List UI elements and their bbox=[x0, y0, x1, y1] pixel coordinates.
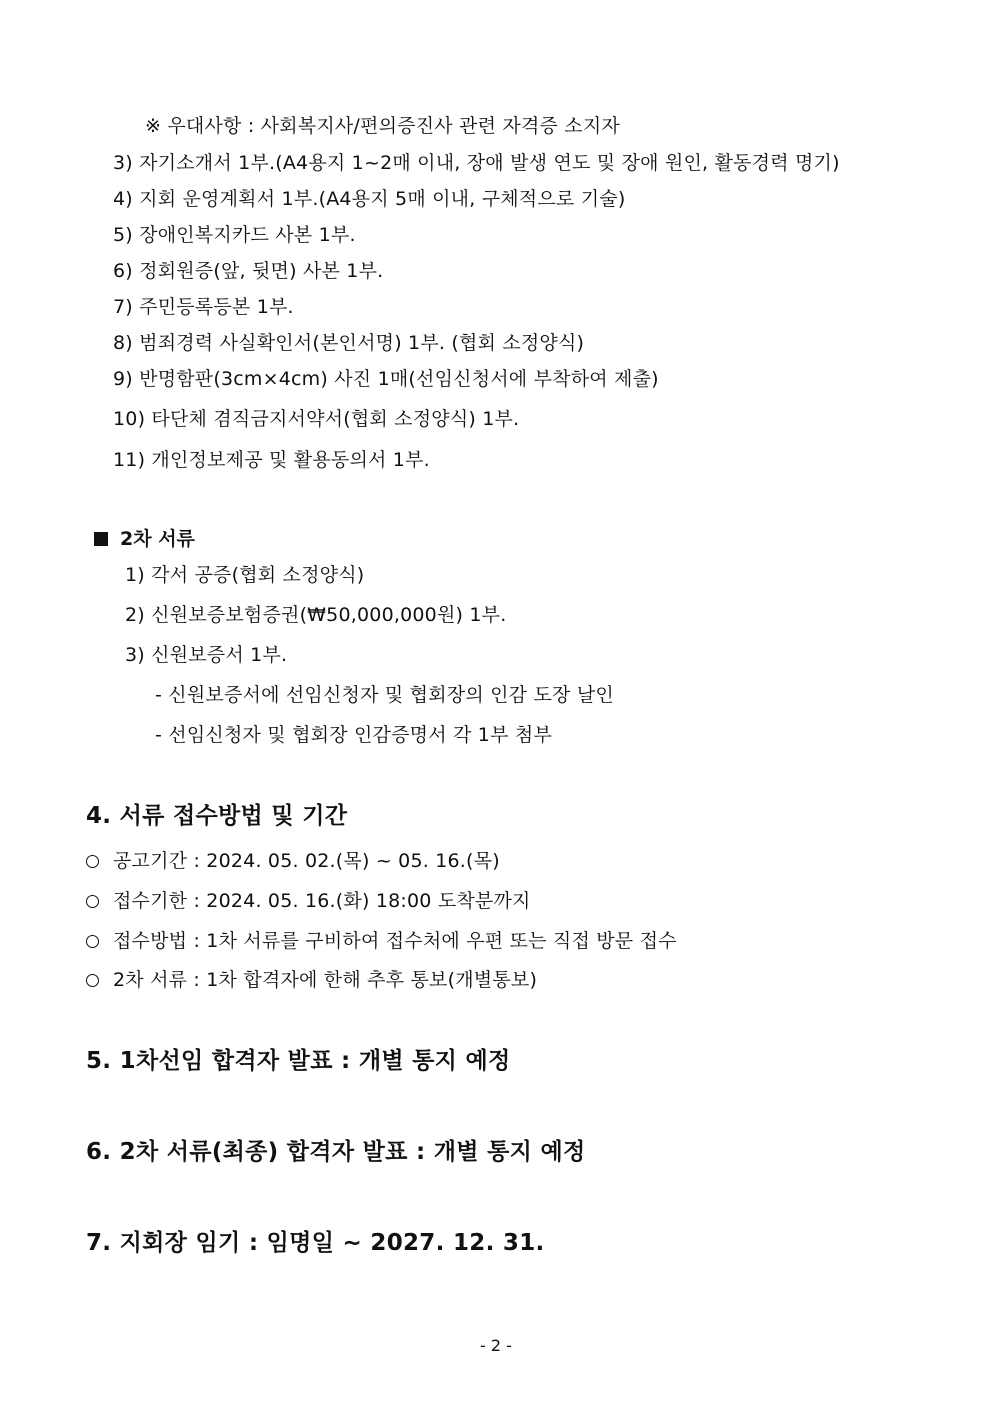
list-item bbox=[86, 889, 531, 913]
circle-bullet-icon bbox=[86, 974, 99, 987]
list-item-text: 2차 서류 : 1차 합격자에 한해 추후 통보(개별통보) bbox=[113, 969, 538, 991]
list-sub-item: - 선임신청자 및 협회장 인감증명서 각 1부 첨부 bbox=[155, 724, 552, 746]
list-item: 8) 범죄경력 사실확인서(본인서명) 1부. (협회 소정양식) bbox=[113, 332, 585, 354]
list-item: 1) 각서 공증(협회 소정양식) bbox=[125, 564, 365, 586]
page-number: - 2 - bbox=[480, 1336, 512, 1355]
list-item: 7) 주민등록등본 1부. bbox=[113, 296, 294, 318]
second-documents-heading bbox=[94, 527, 195, 551]
list-item: 11) 개인정보제공 및 활용동의서 1부. bbox=[113, 449, 430, 471]
square-bullet-icon bbox=[94, 532, 108, 546]
list-item-text: 접수기한 : 2024. 05. 16.(화) 18:00 도착분까지 bbox=[113, 890, 531, 912]
list-sub-item: - 신원보증서에 선임신청자 및 협회장의 인감 도장 날인 bbox=[155, 684, 614, 706]
list-item bbox=[86, 849, 500, 873]
list-item: 3) 신원보증서 1부. bbox=[125, 644, 288, 666]
list-item: 5) 장애인복지카드 사본 1부. bbox=[113, 224, 356, 246]
list-item bbox=[86, 968, 537, 992]
list-item-text: 접수방법 : 1차 서류를 구비하여 접수처에 우편 또는 직접 방문 접수 bbox=[113, 930, 677, 952]
section5-title: 5. 1차선임 합격자 발표 : 개별 통지 예정 bbox=[86, 1048, 511, 1074]
second-documents-title: 2차 서류 bbox=[120, 528, 195, 550]
preference-note: ※ 우대사항 : 사회복지사/편의증진사 관련 자격증 소지자 bbox=[145, 115, 620, 137]
list-item: 4) 지회 운영계획서 1부.(A4용지 5매 이내, 구체적으로 기술) bbox=[113, 188, 626, 210]
list-item: 2) 신원보증보험증권(₩50,000,000원) 1부. bbox=[125, 604, 507, 626]
list-item-text: 공고기간 : 2024. 05. 02.(목) ~ 05. 16.(목) bbox=[113, 850, 500, 872]
circle-bullet-icon bbox=[86, 935, 99, 948]
list-item: 3) 자기소개서 1부.(A4용지 1~2매 이내, 장애 발생 연도 및 장애 원인, 활동경력 명기) bbox=[113, 152, 840, 174]
circle-bullet-icon bbox=[86, 895, 99, 908]
list-item: 10) 타단체 겸직금지서약서(협회 소정양식) 1부. bbox=[113, 408, 520, 430]
list-item bbox=[86, 929, 677, 953]
section7-title: 7. 지회장 임기 : 임명일 ~ 2027. 12. 31. bbox=[86, 1230, 545, 1256]
circle-bullet-icon bbox=[86, 855, 99, 868]
list-item: 9) 반명함판(3cm×4cm) 사진 1매(선임신청서에 부착하여 제출) bbox=[113, 368, 659, 390]
list-item: 6) 정회원증(앞, 뒷면) 사본 1부. bbox=[113, 260, 384, 282]
section4-title: 4. 서류 접수방법 및 기간 bbox=[86, 803, 348, 829]
section6-title: 6. 2차 서류(최종) 합격자 발표 : 개별 통지 예정 bbox=[86, 1139, 586, 1165]
